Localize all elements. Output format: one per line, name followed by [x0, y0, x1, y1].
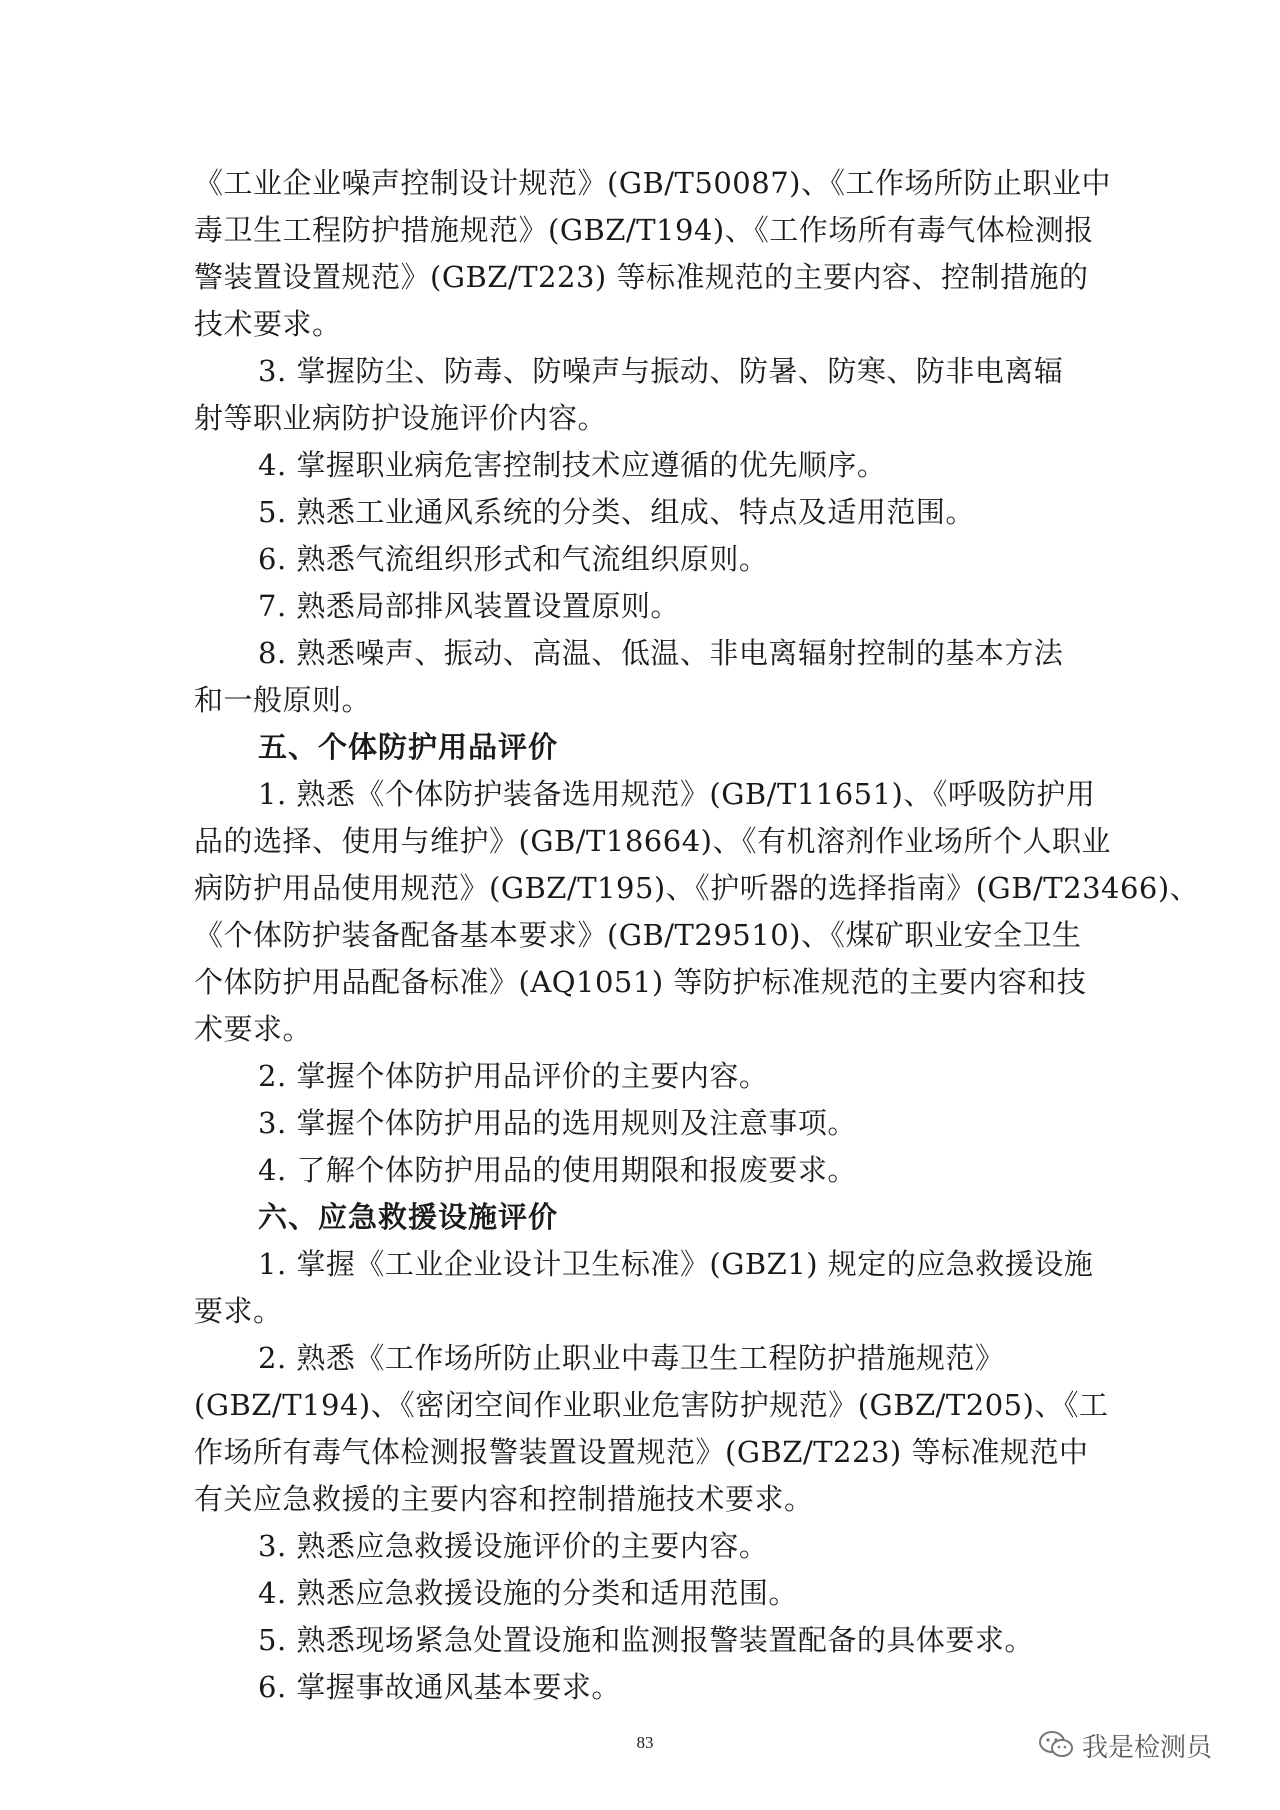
text-line: (GBZ/T194)、《密闭空间作业职业危害防护规范》(GBZ/T205)、《工 [194, 1388, 1109, 1422]
text-line: 4. 熟悉应急救援设施的分类和适用范围。 [258, 1576, 798, 1610]
text-line: 3. 掌握防尘、防毒、防噪声与振动、防暑、防寒、防非电离辐 [258, 354, 1064, 388]
text-line: 警装置设置规范》(GBZ/T223) 等标准规范的主要内容、控制措施的 [194, 260, 1089, 294]
text-line: 2. 掌握个体防护用品评价的主要内容。 [258, 1059, 769, 1093]
text-line: 品的选择、使用与维护》(GB/T18664)、《有机溶剂作业场所个人职业 [194, 824, 1111, 858]
text-line: 《个体防护装备配备基本要求》(GB/T29510)、《煤矿职业安全卫生 [194, 918, 1082, 952]
text-line: 3. 熟悉应急救援设施评价的主要内容。 [258, 1529, 769, 1563]
text-line: 和一般原则。 [194, 683, 372, 717]
text-line: 作场所有毒气体检测报警装置设置规范》(GBZ/T223) 等标准规范中 [194, 1435, 1089, 1469]
text-line: 1. 掌握《工业企业设计卫生标准》(GBZ1) 规定的应急救援设施 [258, 1247, 1094, 1281]
text-line: 4. 掌握职业病危害控制技术应遵循的优先顺序。 [258, 448, 887, 482]
text-line: 5. 熟悉工业通风系统的分类、组成、特点及适用范围。 [258, 495, 975, 529]
text-line: 有关应急救援的主要内容和控制措施技术要求。 [194, 1482, 814, 1516]
text-line: 7. 熟悉局部排风装置设置原则。 [258, 589, 680, 623]
text-line: 6. 熟悉气流组织形式和气流组织原则。 [258, 542, 769, 576]
wechat-icon [1038, 1730, 1074, 1760]
section-heading: 六、应急救援设施评价 [258, 1200, 559, 1234]
text-line: 5. 熟悉现场紧急处置设施和监测报警装置配备的具体要求。 [258, 1623, 1034, 1657]
text-line: 4. 了解个体防护用品的使用期限和报废要求。 [258, 1153, 857, 1187]
text-line: 3. 掌握个体防护用品的选用规则及注意事项。 [258, 1106, 857, 1140]
text-line: 6. 掌握事故通风基本要求。 [258, 1670, 621, 1704]
text-line: 技术要求。 [194, 307, 342, 341]
page-number: 83 [636, 1733, 654, 1752]
text-line: 《工业企业噪声控制设计规范》(GB/T50087)、《工作场所防止职业中 [194, 166, 1111, 200]
watermark [1038, 1725, 1212, 1765]
document-body [194, 160, 1200, 1711]
text-line: 毒卫生工程防护措施规范》(GBZ/T194)、《工作场所有毒气体检测报 [194, 213, 1094, 247]
text-line: 8. 熟悉噪声、振动、高温、低温、非电离辐射控制的基本方法 [258, 636, 1064, 670]
text-line: 射等职业病防护设施评价内容。 [194, 401, 608, 435]
text-line: 术要求。 [194, 1012, 313, 1046]
text-line: 个体防护用品配备标准》(AQ1051) 等防护标准规范的主要内容和技 [194, 965, 1087, 999]
text-line: 要求。 [194, 1294, 283, 1328]
text-line: 1. 熟悉《个体防护装备选用规范》(GB/T11651)、《呼吸防护用 [258, 777, 1096, 811]
text-line: 病防护用品使用规范》(GBZ/T195)、《护听器的选择指南》(GB/T23466)、 [194, 871, 1200, 905]
section-heading: 五、个体防护用品评价 [258, 730, 559, 764]
text-line: 2. 熟悉《工作场所防止职业中毒卫生工程防护措施规范》 [258, 1341, 1005, 1375]
watermark-text: 我是检测员 [1082, 1732, 1213, 1763]
